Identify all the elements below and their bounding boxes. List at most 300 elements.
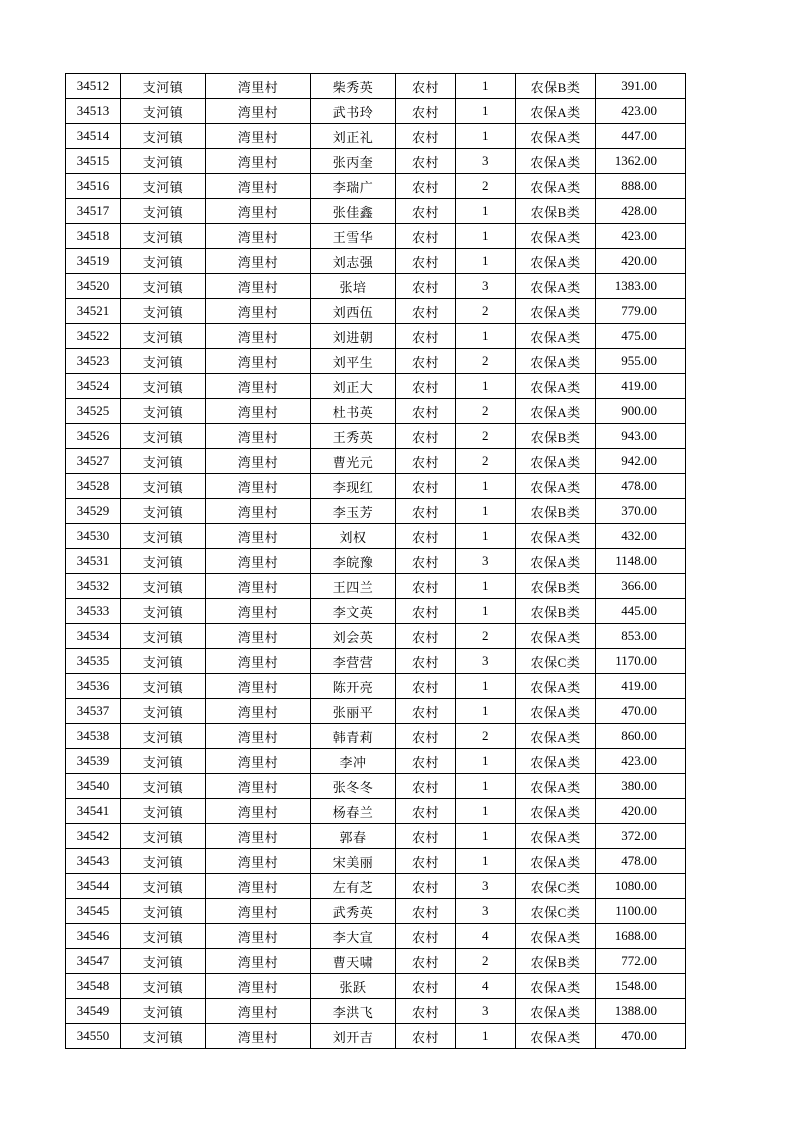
cell-name: 刘会英 (311, 624, 396, 649)
cell-count: 1 (456, 674, 516, 699)
cell-count: 3 (456, 274, 516, 299)
cell-category: 农村 (396, 149, 456, 174)
cell-amount: 423.00 (596, 99, 686, 124)
cell-category: 农村 (396, 449, 456, 474)
cell-name: 张丙奎 (311, 149, 396, 174)
cell-count: 2 (456, 949, 516, 974)
cell-amount: 445.00 (596, 599, 686, 624)
cell-name: 刘进朝 (311, 324, 396, 349)
table-row (66, 199, 686, 224)
cell-town: 支河镇 (121, 224, 206, 249)
cell-id: 34538 (66, 724, 121, 749)
cell-insurance_type: 农保B类 (516, 74, 596, 99)
cell-village: 湾里村 (206, 724, 311, 749)
cell-amount: 1548.00 (596, 974, 686, 999)
cell-name: 刘正大 (311, 374, 396, 399)
cell-count: 3 (456, 149, 516, 174)
cell-village: 湾里村 (206, 974, 311, 999)
cell-id: 34544 (66, 874, 121, 899)
cell-category: 农村 (396, 524, 456, 549)
cell-town: 支河镇 (121, 849, 206, 874)
table-row (66, 149, 686, 174)
cell-amount: 423.00 (596, 749, 686, 774)
cell-amount: 1362.00 (596, 149, 686, 174)
cell-village: 湾里村 (206, 399, 311, 424)
cell-insurance_type: 农保A类 (516, 124, 596, 149)
cell-category: 农村 (396, 649, 456, 674)
cell-village: 湾里村 (206, 874, 311, 899)
cell-town: 支河镇 (121, 424, 206, 449)
table-row (66, 174, 686, 199)
cell-name: 李现红 (311, 474, 396, 499)
cell-id: 34526 (66, 424, 121, 449)
cell-name: 曹光元 (311, 449, 396, 474)
table-row (66, 824, 686, 849)
cell-village: 湾里村 (206, 749, 311, 774)
cell-insurance_type: 农保A类 (516, 149, 596, 174)
cell-id: 34533 (66, 599, 121, 624)
cell-amount: 478.00 (596, 849, 686, 874)
table-row (66, 849, 686, 874)
cell-name: 刘权 (311, 524, 396, 549)
cell-category: 农村 (396, 899, 456, 924)
cell-name: 李文英 (311, 599, 396, 624)
cell-town: 支河镇 (121, 649, 206, 674)
cell-id: 34516 (66, 174, 121, 199)
cell-name: 曹天啸 (311, 949, 396, 974)
cell-village: 湾里村 (206, 124, 311, 149)
cell-category: 农村 (396, 499, 456, 524)
cell-count: 3 (456, 649, 516, 674)
cell-name: 李玉芳 (311, 499, 396, 524)
cell-name: 李大宣 (311, 924, 396, 949)
cell-count: 1 (456, 124, 516, 149)
cell-town: 支河镇 (121, 299, 206, 324)
cell-category: 农村 (396, 699, 456, 724)
cell-amount: 470.00 (596, 1024, 686, 1049)
cell-village: 湾里村 (206, 849, 311, 874)
cell-town: 支河镇 (121, 449, 206, 474)
cell-village: 湾里村 (206, 249, 311, 274)
cell-id: 34513 (66, 99, 121, 124)
cell-count: 1 (456, 599, 516, 624)
cell-town: 支河镇 (121, 174, 206, 199)
table-row (66, 524, 686, 549)
cell-village: 湾里村 (206, 999, 311, 1024)
cell-village: 湾里村 (206, 174, 311, 199)
cell-count: 1 (456, 1024, 516, 1049)
cell-amount: 419.00 (596, 674, 686, 699)
table-row (66, 124, 686, 149)
cell-amount: 420.00 (596, 799, 686, 824)
cell-insurance_type: 农保A类 (516, 549, 596, 574)
cell-count: 2 (456, 174, 516, 199)
cell-amount: 772.00 (596, 949, 686, 974)
cell-insurance_type: 农保A类 (516, 924, 596, 949)
cell-count: 1 (456, 799, 516, 824)
cell-village: 湾里村 (206, 274, 311, 299)
cell-id: 34550 (66, 1024, 121, 1049)
cell-town: 支河镇 (121, 249, 206, 274)
cell-category: 农村 (396, 574, 456, 599)
cell-count: 1 (456, 99, 516, 124)
cell-insurance_type: 农保A类 (516, 624, 596, 649)
cell-town: 支河镇 (121, 724, 206, 749)
table-row (66, 349, 686, 374)
cell-town: 支河镇 (121, 349, 206, 374)
cell-town: 支河镇 (121, 274, 206, 299)
cell-town: 支河镇 (121, 1024, 206, 1049)
cell-category: 农村 (396, 724, 456, 749)
cell-category: 农村 (396, 674, 456, 699)
cell-insurance_type: 农保A类 (516, 274, 596, 299)
cell-count: 4 (456, 924, 516, 949)
cell-name: 陈开亮 (311, 674, 396, 699)
cell-village: 湾里村 (206, 374, 311, 399)
cell-amount: 420.00 (596, 249, 686, 274)
cell-name: 刘平生 (311, 349, 396, 374)
table-row (66, 399, 686, 424)
cell-insurance_type: 农保C类 (516, 874, 596, 899)
cell-insurance_type: 农保A类 (516, 374, 596, 399)
cell-insurance_type: 农保A类 (516, 999, 596, 1024)
cell-count: 3 (456, 899, 516, 924)
cell-amount: 779.00 (596, 299, 686, 324)
cell-insurance_type: 农保A类 (516, 474, 596, 499)
cell-town: 支河镇 (121, 899, 206, 924)
cell-count: 3 (456, 549, 516, 574)
cell-category: 农村 (396, 249, 456, 274)
cell-name: 李冲 (311, 749, 396, 774)
cell-insurance_type: 农保A类 (516, 699, 596, 724)
cell-name: 张佳鑫 (311, 199, 396, 224)
cell-amount: 372.00 (596, 824, 686, 849)
cell-name: 韩青莉 (311, 724, 396, 749)
cell-insurance_type: 农保A类 (516, 224, 596, 249)
cell-town: 支河镇 (121, 774, 206, 799)
cell-amount: 447.00 (596, 124, 686, 149)
cell-insurance_type: 农保C类 (516, 649, 596, 674)
cell-count: 1 (456, 224, 516, 249)
table-row (66, 999, 686, 1024)
cell-id: 34531 (66, 549, 121, 574)
cell-id: 34520 (66, 274, 121, 299)
cell-category: 农村 (396, 849, 456, 874)
cell-town: 支河镇 (121, 999, 206, 1024)
table-row (66, 799, 686, 824)
cell-id: 34512 (66, 74, 121, 99)
cell-count: 2 (456, 624, 516, 649)
cell-insurance_type: 农保A类 (516, 174, 596, 199)
cell-category: 农村 (396, 549, 456, 574)
table-row (66, 549, 686, 574)
table-row (66, 449, 686, 474)
table-row (66, 74, 686, 99)
cell-category: 农村 (396, 1024, 456, 1049)
table-row (66, 749, 686, 774)
cell-town: 支河镇 (121, 624, 206, 649)
cell-amount: 428.00 (596, 199, 686, 224)
cell-insurance_type: 农保A类 (516, 774, 596, 799)
cell-village: 湾里村 (206, 549, 311, 574)
cell-village: 湾里村 (206, 499, 311, 524)
cell-name: 刘志强 (311, 249, 396, 274)
cell-id: 34548 (66, 974, 121, 999)
cell-count: 2 (456, 349, 516, 374)
table-row (66, 249, 686, 274)
cell-name: 刘西伍 (311, 299, 396, 324)
cell-town: 支河镇 (121, 99, 206, 124)
cell-count: 3 (456, 999, 516, 1024)
cell-id: 34528 (66, 474, 121, 499)
cell-insurance_type: 农保B类 (516, 574, 596, 599)
cell-count: 1 (456, 324, 516, 349)
cell-amount: 888.00 (596, 174, 686, 199)
cell-village: 湾里村 (206, 599, 311, 624)
cell-name: 王秀英 (311, 424, 396, 449)
cell-name: 李营营 (311, 649, 396, 674)
cell-town: 支河镇 (121, 399, 206, 424)
cell-insurance_type: 农保A类 (516, 824, 596, 849)
cell-id: 34546 (66, 924, 121, 949)
cell-name: 武秀英 (311, 899, 396, 924)
cell-id: 34521 (66, 299, 121, 324)
cell-id: 34547 (66, 949, 121, 974)
cell-insurance_type: 农保A类 (516, 1024, 596, 1049)
cell-name: 李瑞广 (311, 174, 396, 199)
cell-amount: 1100.00 (596, 899, 686, 924)
cell-count: 1 (456, 849, 516, 874)
cell-village: 湾里村 (206, 224, 311, 249)
table-row (66, 224, 686, 249)
cell-amount: 370.00 (596, 499, 686, 524)
cell-insurance_type: 农保A类 (516, 799, 596, 824)
cell-category: 农村 (396, 99, 456, 124)
cell-count: 4 (456, 974, 516, 999)
cell-amount: 1383.00 (596, 274, 686, 299)
table-row (66, 774, 686, 799)
cell-village: 湾里村 (206, 574, 311, 599)
cell-village: 湾里村 (206, 424, 311, 449)
cell-category: 农村 (396, 774, 456, 799)
cell-id: 34549 (66, 999, 121, 1024)
cell-insurance_type: 农保A类 (516, 324, 596, 349)
cell-amount: 1080.00 (596, 874, 686, 899)
table-row (66, 949, 686, 974)
table-row (66, 974, 686, 999)
cell-id: 34514 (66, 124, 121, 149)
cell-category: 农村 (396, 924, 456, 949)
cell-category: 农村 (396, 874, 456, 899)
cell-village: 湾里村 (206, 674, 311, 699)
cell-name: 张跃 (311, 974, 396, 999)
cell-village: 湾里村 (206, 474, 311, 499)
cell-town: 支河镇 (121, 799, 206, 824)
cell-count: 1 (456, 199, 516, 224)
cell-insurance_type: 农保A类 (516, 724, 596, 749)
cell-count: 1 (456, 249, 516, 274)
cell-insurance_type: 农保A类 (516, 399, 596, 424)
cell-id: 34532 (66, 574, 121, 599)
cell-amount: 366.00 (596, 574, 686, 599)
cell-village: 湾里村 (206, 524, 311, 549)
cell-insurance_type: 农保A类 (516, 99, 596, 124)
cell-amount: 853.00 (596, 624, 686, 649)
cell-town: 支河镇 (121, 549, 206, 574)
cell-amount: 478.00 (596, 474, 686, 499)
cell-amount: 900.00 (596, 399, 686, 424)
table-row (66, 674, 686, 699)
cell-id: 34534 (66, 624, 121, 649)
cell-insurance_type: 农保A类 (516, 449, 596, 474)
cell-name: 武书玲 (311, 99, 396, 124)
table-row (66, 474, 686, 499)
table-row (66, 99, 686, 124)
records-table (65, 73, 686, 1049)
table-row (66, 724, 686, 749)
cell-town: 支河镇 (121, 949, 206, 974)
cell-name: 柴秀英 (311, 74, 396, 99)
cell-category: 农村 (396, 199, 456, 224)
cell-village: 湾里村 (206, 1024, 311, 1049)
cell-amount: 1688.00 (596, 924, 686, 949)
cell-insurance_type: 农保A类 (516, 674, 596, 699)
table-row (66, 1024, 686, 1049)
cell-town: 支河镇 (121, 599, 206, 624)
cell-amount: 860.00 (596, 724, 686, 749)
cell-amount: 475.00 (596, 324, 686, 349)
cell-town: 支河镇 (121, 324, 206, 349)
table-row (66, 699, 686, 724)
cell-id: 34537 (66, 699, 121, 724)
cell-amount: 380.00 (596, 774, 686, 799)
cell-count: 1 (456, 574, 516, 599)
cell-amount: 419.00 (596, 374, 686, 399)
cell-id: 34536 (66, 674, 121, 699)
table-row (66, 874, 686, 899)
cell-id: 34515 (66, 149, 121, 174)
table-row (66, 624, 686, 649)
cell-category: 农村 (396, 374, 456, 399)
cell-category: 农村 (396, 174, 456, 199)
cell-count: 1 (456, 524, 516, 549)
cell-category: 农村 (396, 799, 456, 824)
cell-village: 湾里村 (206, 899, 311, 924)
cell-count: 3 (456, 874, 516, 899)
table-row (66, 574, 686, 599)
cell-village: 湾里村 (206, 774, 311, 799)
cell-insurance_type: 农保A类 (516, 974, 596, 999)
cell-town: 支河镇 (121, 824, 206, 849)
cell-village: 湾里村 (206, 949, 311, 974)
cell-id: 34524 (66, 374, 121, 399)
cell-town: 支河镇 (121, 374, 206, 399)
cell-amount: 423.00 (596, 224, 686, 249)
cell-name: 张培 (311, 274, 396, 299)
cell-count: 2 (456, 299, 516, 324)
cell-insurance_type: 农保B类 (516, 499, 596, 524)
cell-category: 农村 (396, 349, 456, 374)
cell-name: 李皖豫 (311, 549, 396, 574)
cell-count: 1 (456, 824, 516, 849)
cell-category: 农村 (396, 599, 456, 624)
cell-id: 34545 (66, 899, 121, 924)
cell-town: 支河镇 (121, 749, 206, 774)
cell-category: 农村 (396, 974, 456, 999)
cell-amount: 942.00 (596, 449, 686, 474)
cell-insurance_type: 农保A类 (516, 524, 596, 549)
cell-amount: 943.00 (596, 424, 686, 449)
cell-category: 农村 (396, 124, 456, 149)
table-row (66, 274, 686, 299)
cell-category: 农村 (396, 624, 456, 649)
cell-village: 湾里村 (206, 74, 311, 99)
cell-name: 宋美丽 (311, 849, 396, 874)
cell-village: 湾里村 (206, 699, 311, 724)
cell-village: 湾里村 (206, 99, 311, 124)
cell-count: 2 (456, 724, 516, 749)
cell-insurance_type: 农保A类 (516, 749, 596, 774)
cell-town: 支河镇 (121, 149, 206, 174)
table-body (66, 74, 686, 1049)
cell-village: 湾里村 (206, 449, 311, 474)
cell-count: 1 (456, 499, 516, 524)
cell-town: 支河镇 (121, 474, 206, 499)
cell-count: 1 (456, 749, 516, 774)
cell-category: 农村 (396, 74, 456, 99)
cell-count: 2 (456, 449, 516, 474)
table-row (66, 324, 686, 349)
cell-insurance_type: 农保B类 (516, 599, 596, 624)
cell-count: 1 (456, 74, 516, 99)
cell-name: 张丽平 (311, 699, 396, 724)
cell-town: 支河镇 (121, 674, 206, 699)
cell-amount: 470.00 (596, 699, 686, 724)
cell-town: 支河镇 (121, 199, 206, 224)
cell-town: 支河镇 (121, 124, 206, 149)
cell-category: 农村 (396, 749, 456, 774)
cell-id: 34540 (66, 774, 121, 799)
cell-town: 支河镇 (121, 699, 206, 724)
cell-town: 支河镇 (121, 499, 206, 524)
table-row (66, 424, 686, 449)
cell-insurance_type: 农保B类 (516, 199, 596, 224)
cell-insurance_type: 农保A类 (516, 349, 596, 374)
cell-category: 农村 (396, 474, 456, 499)
cell-name: 刘正礼 (311, 124, 396, 149)
cell-category: 农村 (396, 424, 456, 449)
table-row (66, 649, 686, 674)
cell-count: 2 (456, 424, 516, 449)
cell-id: 34542 (66, 824, 121, 849)
table-row (66, 599, 686, 624)
cell-insurance_type: 农保A类 (516, 249, 596, 274)
cell-count: 2 (456, 399, 516, 424)
cell-count: 1 (456, 474, 516, 499)
cell-id: 34539 (66, 749, 121, 774)
cell-village: 湾里村 (206, 299, 311, 324)
cell-category: 农村 (396, 299, 456, 324)
cell-village: 湾里村 (206, 924, 311, 949)
table-row (66, 299, 686, 324)
cell-name: 王雪华 (311, 224, 396, 249)
cell-count: 1 (456, 774, 516, 799)
cell-id: 34527 (66, 449, 121, 474)
table-row (66, 374, 686, 399)
table-row (66, 924, 686, 949)
cell-id: 34530 (66, 524, 121, 549)
cell-amount: 391.00 (596, 74, 686, 99)
